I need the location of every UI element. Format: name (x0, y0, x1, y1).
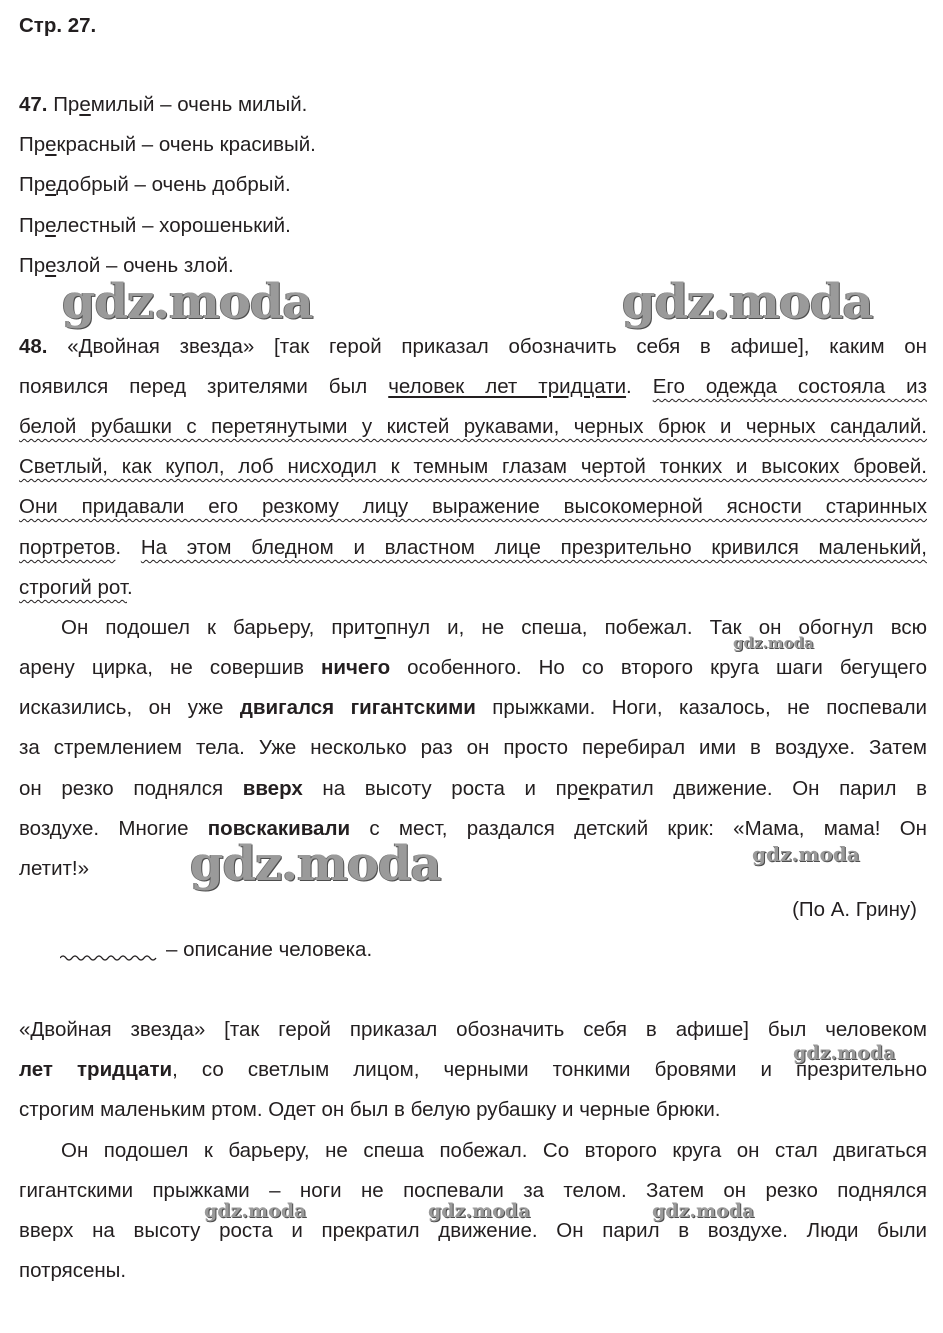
ex48-p2-line-1: Он подошел к барьеру, притопнул и, не спеша, побежал. Так он обогнул всю (61, 616, 927, 639)
subject-underline: человек лет тридцати (388, 375, 627, 398)
ex48-p1-line-2: появился перед зрителями был человек лет тридцати. Его одежда состояла из (19, 375, 927, 398)
watermark: gdz.moda (622, 274, 873, 330)
wavy-underline-sample-icon (60, 952, 160, 964)
ex48-number: 48. (19, 335, 48, 358)
answer-p2-line-4: потрясены. (19, 1259, 127, 1282)
ex47-number: 47. (19, 93, 48, 116)
answer-p1-line-1: «Двойная звезда» [так герой приказал обозначить себя в афише] был человеком (19, 1018, 927, 1041)
ex47-line-2: Прекрасный – очень красивый. (19, 133, 316, 156)
answer-p2-line-1: Он подошел к барьеру, не спеша побежал. Со второго круга он стал двигаться (61, 1139, 927, 1162)
watermark: gdz.moda (733, 634, 814, 652)
watermark: gdz.moda (793, 1042, 896, 1064)
ex48-p1-line-7: строгий рот. (19, 576, 133, 599)
answer-p2-line-3: вверх на высоту роста и прекратил движение. Он парил в воздухе. Люди были (19, 1219, 927, 1242)
ex48-p1-line-5: Они придавали его резкому лицу выражение высокомерной ясности старинных (19, 495, 927, 518)
ex47-line-4: Прелестный – хорошенький. (19, 214, 291, 237)
source-citation: (По А. Грину) (792, 898, 917, 921)
ex48-p2-line-3: исказились, он уже двигался гигантскими прыжками. Ноги, казалось, не поспевали (19, 696, 927, 719)
watermark: gdz.moda (190, 836, 441, 892)
ex48-p1-line-1: 48. «Двойная звезда» [так герой приказал обозначить себя в афише], каким он (19, 335, 927, 358)
ex48-p2-line-2: арену цирка, не совершив ничего особенного. Но со второго круга шаги бегущего (19, 656, 927, 679)
watermark: gdz.moda (62, 274, 313, 330)
ex48-p2-line-4: за стремлением тела. Уже несколько раз он просто перебирал ими в воздухе. Затем (19, 736, 927, 759)
watermark: gdz.moda (752, 842, 860, 866)
ex48-p2-line-6: воздухе. Многие повскакивали с мест, раздался детский крик: «Мама, мама! Он (19, 817, 927, 840)
ex48-p2-line-5: он резко поднялся вверх на высоту роста и прекратил движение. Он парил в (19, 777, 927, 800)
ex48-p1-line-4: Светлый, как купол, лоб нисходил к темным глазам чертой тонких и высоких бровей. (19, 455, 927, 478)
ex47-line-3: Предобрый – очень добрый. (19, 173, 291, 196)
legend-text: – описание человека. (166, 938, 373, 961)
ex48-p2-line-7: летит!» (19, 857, 90, 880)
watermark: gdz.moda (428, 1200, 531, 1222)
ex47-line-1: 47. Премилый – очень милый. (19, 93, 308, 116)
page-label: Стр. 27. (19, 14, 97, 37)
ex48-p1-line-3: белой рубашки с перетянутыми у кистей рукавами, черных брюк и черных сандалий. (19, 415, 927, 438)
answer-p1-line-3: строгим маленьким ртом. Одет он был в белую рубашку и черные брюки. (19, 1098, 721, 1121)
answer-p2-line-2: гигантскими прыжками – ноги не поспевали за телом. Затем он резко поднялся (19, 1179, 927, 1202)
ex47-line-5: Презлой – очень злой. (19, 254, 234, 277)
watermark: gdz.moda (652, 1200, 755, 1222)
ex48-p1-line-6: портретов. На этом бледном и властном лице презрительно кривился маленький, (19, 536, 927, 559)
answer-p1-line-2: лет тридцати, со светлым лицом, черными тонкими бровями и презрительно (19, 1058, 927, 1081)
watermark: gdz.moda (204, 1200, 307, 1222)
